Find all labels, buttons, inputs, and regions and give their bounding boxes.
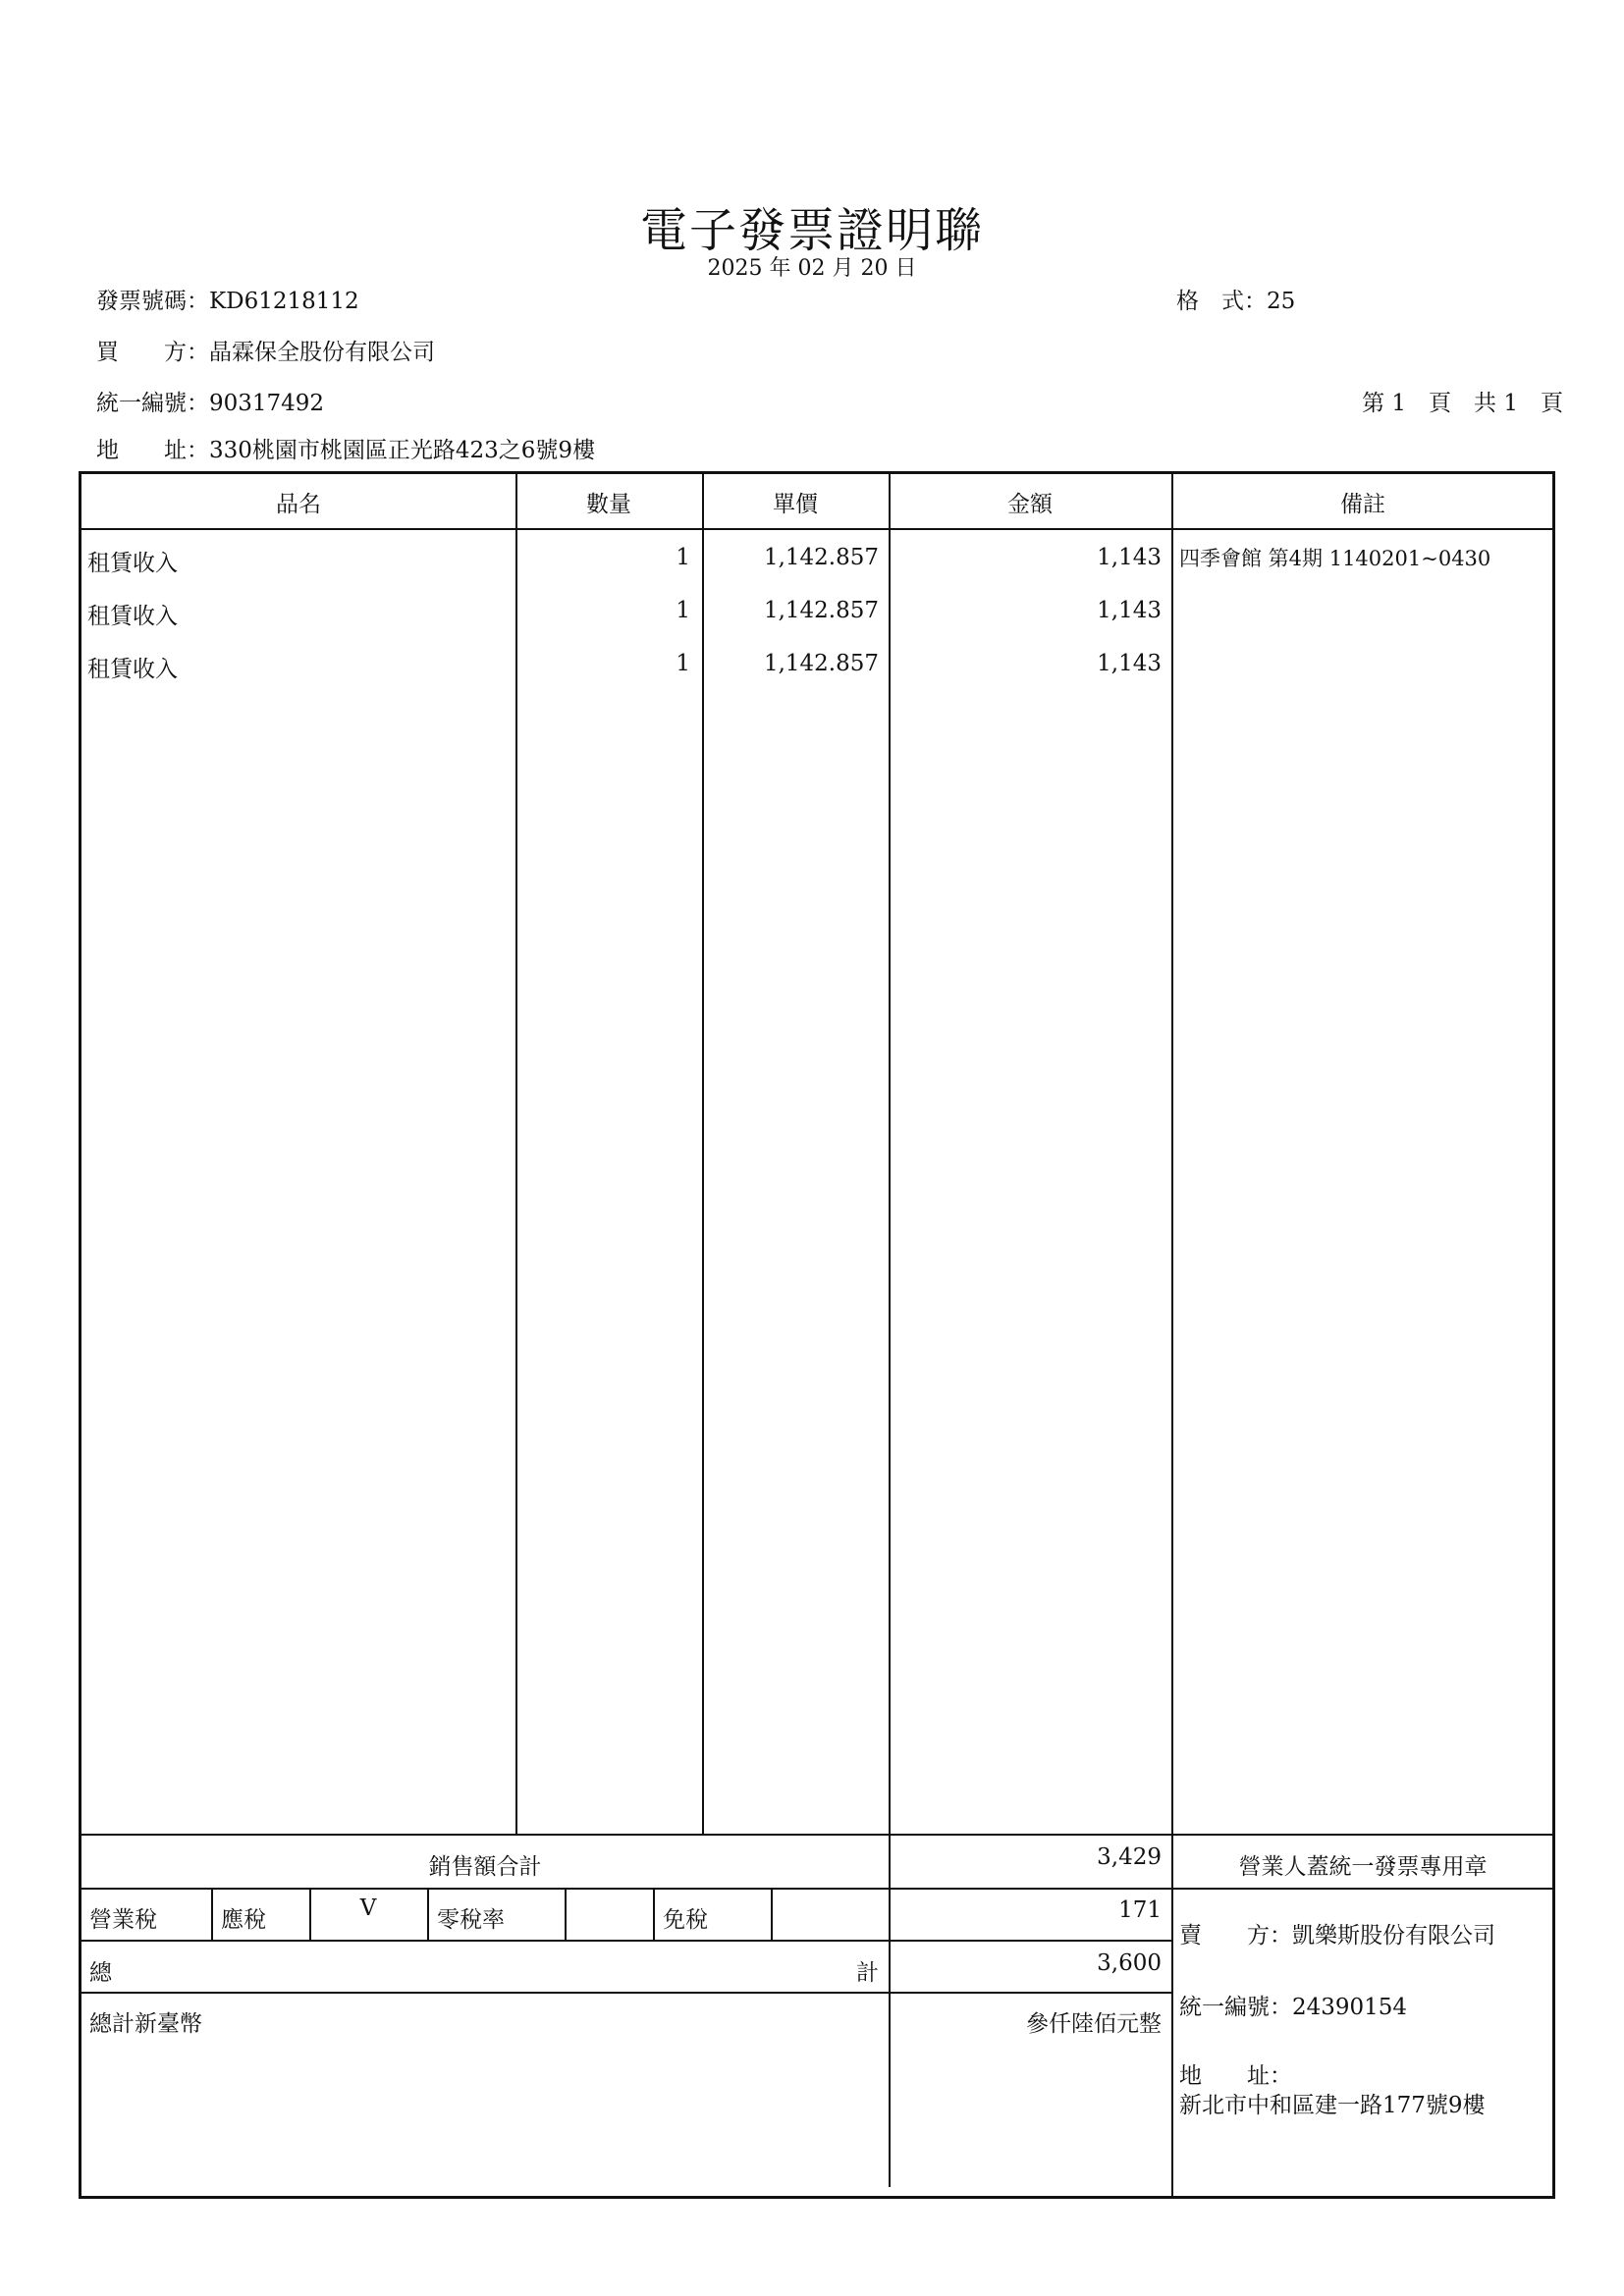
seller-address-label: 地 址：	[1179, 2063, 1292, 2089]
seller-name: 凱樂斯股份有限公司	[1292, 1923, 1495, 1949]
tax-amount: 171	[1118, 1897, 1162, 1923]
seller-address: 新北市中和區建一路177號9樓	[1179, 2093, 1486, 2118]
format-row	[1176, 283, 1295, 315]
row-unit-price: 1,142.857	[763, 598, 879, 623]
buyer-tax-id-label: 統一編號：	[96, 391, 209, 416]
row-amount: 1,143	[1097, 651, 1162, 676]
column-header-unit-price: 單價	[773, 492, 818, 517]
total-label-right: 計	[856, 1960, 879, 1986]
column-header-amount: 金額	[1007, 492, 1053, 517]
buyer-address: 330桃園市桃園區正光路423之6號9樓	[209, 438, 596, 463]
buyer-row	[96, 334, 435, 366]
document-title: 電子發票證明聯	[639, 203, 984, 258]
invoice-number-label: 發票號碼：	[96, 289, 209, 314]
zero-rate-label: 零稅率	[437, 1907, 505, 1933]
sales-total-label: 銷售額合計	[428, 1854, 542, 1880]
seller-name-label: 賣 方：	[1179, 1923, 1292, 1949]
row-item: 租賃收入	[87, 657, 178, 682]
column-header-qty: 數量	[586, 492, 631, 517]
row-unit-price: 1,142.857	[763, 545, 879, 570]
total-label-left: 總	[89, 1960, 112, 1986]
amount-in-words: 參仟陸佰元整	[1026, 2011, 1162, 2037]
format-value: 25	[1267, 289, 1296, 314]
invoice-number-row	[96, 283, 359, 315]
tax-exempt-label: 免稅	[663, 1907, 708, 1933]
buyer-tax-id-row	[96, 385, 324, 417]
seller-tax-id: 24390154	[1292, 1995, 1408, 2020]
taxable-mark: V	[359, 1896, 377, 1921]
sales-total-value: 3,429	[1097, 1844, 1162, 1870]
row-amount: 1,143	[1097, 598, 1162, 623]
buyer-address-label: 地 址：	[96, 438, 209, 463]
buyer-tax-id: 90317492	[209, 391, 325, 416]
page-info: 第 1 頁 共 1 頁	[1362, 391, 1563, 416]
row-unit-price: 1,142.857	[763, 651, 879, 676]
column-header-item: 品名	[276, 492, 321, 517]
row-qty: 1	[676, 598, 690, 623]
twd-total-label: 總計新臺幣	[89, 2011, 202, 2037]
row-item: 租賃收入	[87, 551, 178, 576]
row-note: 四季會館 第4期 1140201~0430	[1179, 547, 1491, 570]
column-header-note: 備註	[1340, 492, 1385, 517]
seller-tax-id-row	[1179, 1989, 1407, 2021]
row-qty: 1	[676, 651, 690, 676]
invoice-number: KD61218112	[209, 289, 359, 314]
row-item: 租賃收入	[87, 604, 178, 629]
invoice-table	[79, 471, 1555, 2199]
business-tax-label: 營業稅	[89, 1907, 157, 1933]
buyer-label: 買 方：	[96, 340, 209, 365]
total-value: 3,600	[1097, 1950, 1162, 1976]
taxable-label: 應稅	[221, 1907, 266, 1933]
buyer-address-row	[96, 432, 595, 464]
format-label: 格 式：	[1176, 289, 1267, 314]
row-qty: 1	[676, 545, 690, 570]
stamp-label: 營業人蓋統一發票專用章	[1238, 1854, 1488, 1880]
row-amount: 1,143	[1097, 545, 1162, 570]
seller-tax-id-label: 統一編號：	[1179, 1995, 1292, 2020]
invoice-date: 2025 年 02 月 20 日	[707, 256, 917, 281]
seller-name-row	[1179, 1917, 1495, 1949]
buyer-name: 晶霖保全股份有限公司	[209, 340, 435, 365]
